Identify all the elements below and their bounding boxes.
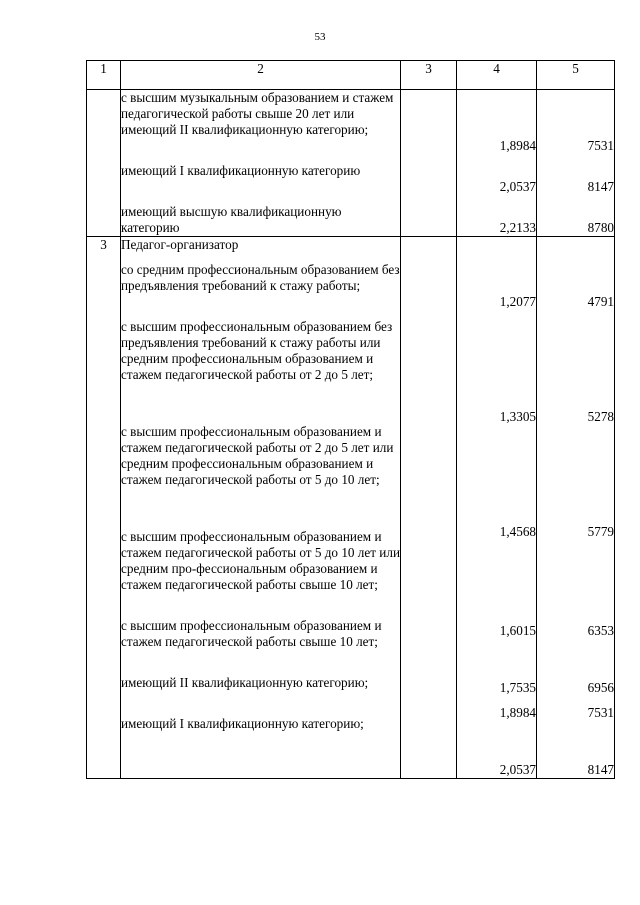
header-cell-1: 1 bbox=[87, 61, 121, 90]
page-number: 53 bbox=[314, 31, 326, 43]
requirement-text: с высшим профессиональным образованием и стажем педагогической работы от 5 до 10 лет или средним про-фессиональным образованием и стажем педагогической работы свыше 10 лет; bbox=[121, 529, 400, 592]
header-cell-5: 5 bbox=[537, 61, 615, 90]
salary-value: 6353 bbox=[587, 623, 614, 638]
salary-value: 5779 bbox=[587, 524, 614, 539]
salary-value: 4791 bbox=[587, 294, 614, 309]
requirement-text: с высшим профессиональным образованием и стажем педагогической работы от 2 до 5 лет или средним профессиональным образованием и стажем педагогической работы от 5 до 10 лет; bbox=[121, 424, 394, 487]
salary-value: 7531 bbox=[587, 705, 614, 720]
position-description bbox=[121, 90, 401, 237]
salary-value: 8147 bbox=[587, 179, 614, 194]
header-cell-3: 3 bbox=[401, 61, 457, 90]
salary-column bbox=[537, 90, 615, 237]
table-row bbox=[87, 237, 615, 779]
requirement-text: с высшим музыкальным образованием и стажем педагогической работы свыше 20 лет или имеющий II квалификационную категорию; bbox=[121, 90, 394, 137]
coefficient-value: 1,4568 bbox=[499, 524, 536, 539]
salary-value: 5278 bbox=[587, 409, 614, 424]
coefficient-value: 1,6015 bbox=[499, 623, 536, 638]
coefficient-value: 2,0537 bbox=[499, 179, 536, 194]
row-number bbox=[87, 90, 121, 237]
empty-cell bbox=[401, 237, 457, 779]
salary-value: 7531 bbox=[587, 138, 614, 153]
requirement-text: имеющий I квалификационную категорию bbox=[121, 163, 361, 178]
requirement-text: имеющий II квалификационную категорию; bbox=[121, 675, 369, 690]
coefficient-value: 1,8984 bbox=[499, 705, 536, 720]
requirement-text: имеющий высшую квалификационную категорию bbox=[121, 204, 342, 235]
position-title: Педагог-организатор bbox=[121, 237, 239, 252]
header-cell-4: 4 bbox=[457, 61, 537, 90]
requirement-text: с высшим профессиональным образованием без предъявления требований к стажу работы или средним профессиональным образованием и стажем педагогической работы от 2 до 5 лет; bbox=[121, 319, 393, 382]
coefficient-value: 1,2077 bbox=[499, 294, 536, 309]
salary-value: 8147 bbox=[587, 762, 614, 777]
coefficient-value: 1,7535 bbox=[499, 680, 536, 695]
salary-value: 6956 bbox=[587, 680, 614, 695]
requirement-text: имеющий I квалификационную категорию; bbox=[121, 716, 364, 731]
requirement-text: со средним профессиональным образованием без предъявления требований к стажу работы; bbox=[121, 262, 400, 293]
salary-column bbox=[537, 237, 615, 779]
coefficient-column bbox=[457, 90, 537, 237]
coefficient-value: 1,3305 bbox=[499, 409, 536, 424]
coefficient-value: 2,0537 bbox=[499, 762, 536, 777]
coefficient-value: 2,2133 bbox=[499, 220, 536, 235]
position-description bbox=[121, 237, 401, 779]
table-header-row bbox=[87, 61, 615, 90]
salary-value: 8780 bbox=[587, 220, 614, 235]
table-row bbox=[87, 90, 615, 237]
salary-table bbox=[86, 60, 615, 779]
row-number: 3 bbox=[87, 237, 121, 779]
requirement-text: с высшим профессиональным образованием и стажем педагогической работы свыше 10 лет; bbox=[121, 618, 382, 649]
coefficient-column bbox=[457, 237, 537, 779]
empty-cell bbox=[401, 90, 457, 237]
header-cell-2: 2 bbox=[121, 61, 401, 90]
coefficient-value: 1,8984 bbox=[499, 138, 536, 153]
